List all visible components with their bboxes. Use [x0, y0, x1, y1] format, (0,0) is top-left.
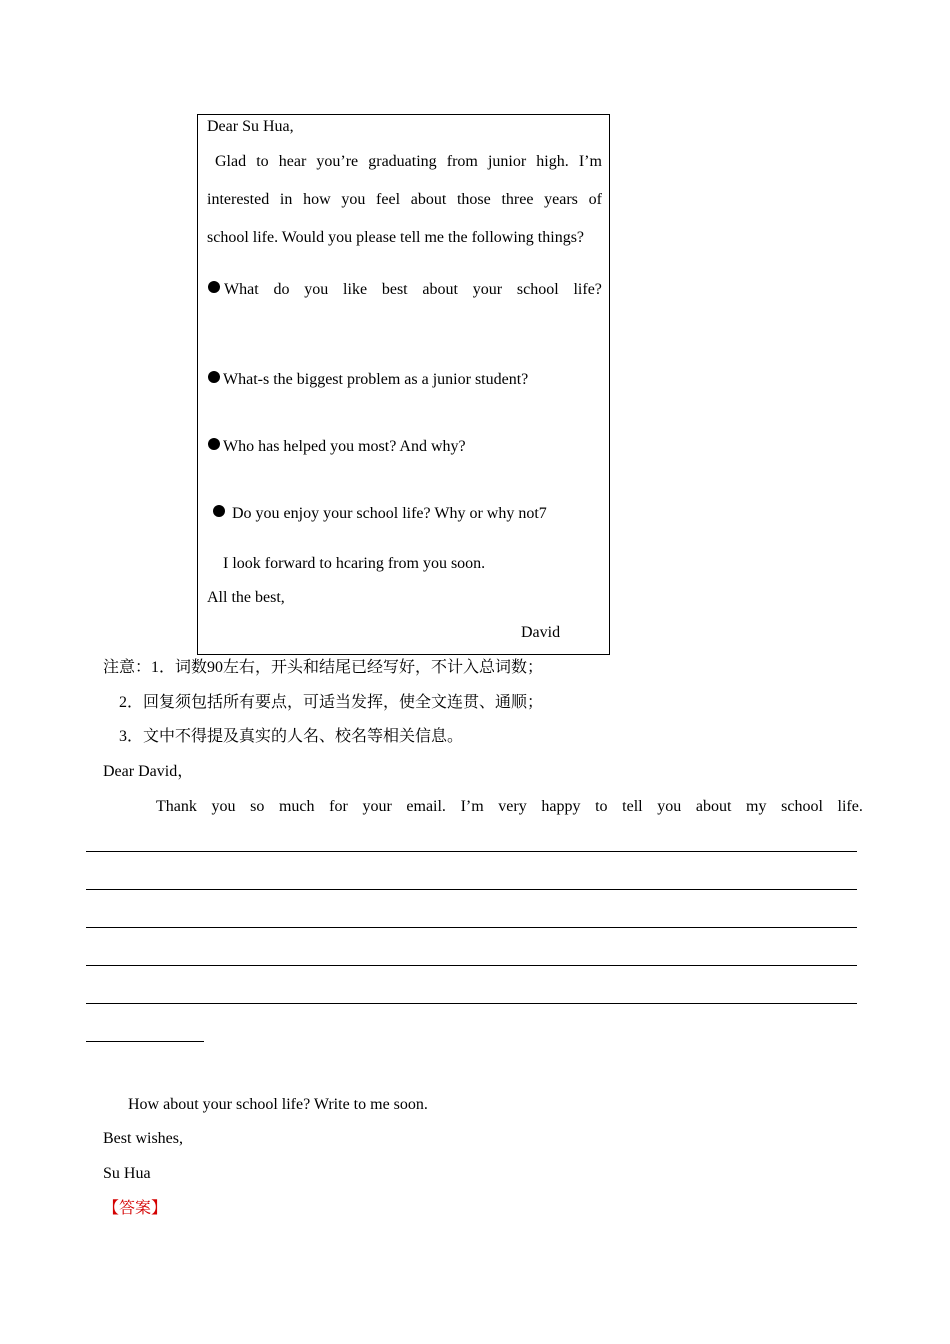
- reply-word: much: [278, 798, 315, 815]
- paragraph-word: from: [446, 153, 478, 170]
- note-line-1: 注意：1．词数90左右，开头和结尾已经写好，不计入总词数；: [103, 659, 544, 676]
- letter-paragraph-line-1: [215, 152, 602, 172]
- reply-word: to: [595, 798, 608, 815]
- reply-word: school: [781, 798, 823, 815]
- bullet-icon: [213, 505, 225, 517]
- paragraph-word: to: [256, 153, 269, 170]
- reply-sign-off: Best wishes,: [103, 1130, 183, 1147]
- paragraph-word: you: [341, 191, 366, 208]
- reply-word: your: [362, 798, 392, 815]
- question-word: What: [224, 281, 259, 298]
- writing-line-2[interactable]: [86, 889, 857, 890]
- reply-greeting: Dear David，: [103, 763, 194, 780]
- reply-word: my: [746, 798, 767, 815]
- reply-word: for: [329, 798, 348, 815]
- reply-signature: Su Hua: [103, 1165, 151, 1182]
- question-word: do: [273, 281, 290, 298]
- reply-word: so: [250, 798, 265, 815]
- paragraph-word: those: [456, 191, 491, 208]
- reply-word: tell: [622, 798, 643, 815]
- reply-word: you: [657, 798, 682, 815]
- question-word: your: [472, 281, 503, 298]
- paragraph-word: graduating: [368, 153, 437, 170]
- reply-first-line: [156, 797, 863, 817]
- question-2: [208, 370, 528, 390]
- question-word: life?: [573, 281, 602, 298]
- question-3-text: Who has helped you most? And why?: [223, 438, 466, 455]
- writing-line-5[interactable]: [86, 1003, 857, 1004]
- question-word: about: [422, 281, 458, 298]
- question-1: [224, 280, 602, 300]
- paragraph-word: high.: [536, 153, 569, 170]
- paragraph-word: of: [588, 191, 602, 208]
- reply-word: life.: [837, 798, 863, 815]
- reply-word: you: [211, 798, 236, 815]
- question-word: like: [343, 281, 368, 298]
- letter-signature: David: [521, 624, 561, 641]
- writing-line-6[interactable]: [86, 1041, 204, 1042]
- letter-greeting: Dear Su Hua,: [207, 118, 294, 135]
- paragraph-word: about: [410, 191, 447, 208]
- paragraph-word: I’m: [578, 153, 602, 170]
- question-2-text: What-s the biggest problem as a junior student?: [223, 371, 529, 388]
- paragraph-word: three: [501, 191, 534, 208]
- letter-closing-line: I look forward to hcaring from you soon.: [223, 555, 486, 572]
- letter-paragraph-line-3: school life. Would you please tell me the following things?: [207, 229, 585, 246]
- reply-ending: How about your school life? Write to me soon.: [128, 1096, 428, 1113]
- paragraph-word: feel: [376, 191, 401, 208]
- note-line-2: 2．回复须包括所有要点，可适当发挥，使全文连贯、通顺；: [119, 694, 544, 711]
- bullet-icon: [208, 371, 220, 383]
- question-word: you: [304, 281, 329, 298]
- question-3: [208, 437, 466, 457]
- question-word: best: [381, 281, 408, 298]
- question-1-bullet: [208, 280, 223, 300]
- writing-line-1[interactable]: [86, 851, 857, 852]
- bullet-icon: [208, 438, 220, 450]
- writing-line-4[interactable]: [86, 965, 857, 966]
- question-4-text: Do you enjoy your school life? Why or why not7: [232, 505, 547, 522]
- paragraph-word: Glad: [215, 153, 247, 170]
- reply-word: happy: [541, 798, 581, 815]
- reply-word: very: [498, 798, 527, 815]
- paragraph-word: years: [544, 191, 578, 208]
- reply-word: email.: [406, 798, 446, 815]
- writing-line-3[interactable]: [86, 927, 857, 928]
- reply-word: I’m: [460, 798, 484, 815]
- question-4: [213, 504, 547, 524]
- paragraph-word: how: [303, 191, 331, 208]
- letter-sign-off: All the best,: [207, 589, 285, 606]
- reply-word: about: [695, 798, 732, 815]
- reply-word: Thank: [156, 798, 197, 815]
- answer-label: 【答案】: [103, 1200, 168, 1217]
- paragraph-word: interested: [207, 191, 270, 208]
- paragraph-word: you’re: [316, 153, 359, 170]
- paragraph-word: junior: [487, 153, 527, 170]
- bullet-icon: [208, 281, 220, 293]
- paragraph-word: hear: [278, 153, 307, 170]
- paragraph-word: in: [279, 191, 293, 208]
- letter-paragraph-line-2: [207, 190, 602, 210]
- question-word: school: [516, 281, 559, 298]
- note-line-3: 3．文中不得提及真实的人名、校名等相关信息。: [119, 728, 464, 745]
